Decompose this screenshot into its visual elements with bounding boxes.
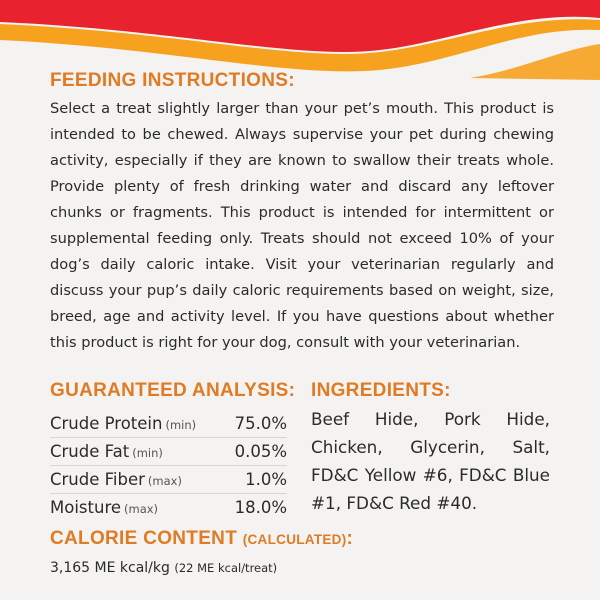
analysis-name: Moisture (max) [50, 498, 159, 517]
analysis-value: 18.0% [234, 498, 287, 517]
guaranteed-analysis-heading: GUARANTEED ANALYSIS: [50, 380, 296, 401]
table-row [50, 494, 287, 521]
calorie-per-kg: 3,165 ME kcal/kg [50, 560, 170, 576]
calorie-subtitle: (CALCULATED) [242, 532, 347, 547]
calorie-per-treat: (22 ME kcal/treat) [174, 561, 278, 575]
guaranteed-analysis-table [50, 410, 287, 521]
orange-wave-right [470, 44, 600, 80]
table-row [50, 410, 287, 438]
decorative-wave-banner [0, 0, 600, 80]
ingredients-heading: INGREDIENTS: [311, 380, 451, 401]
feeding-instructions-text: Select a treat slightly larger than your pet’s mouth. This product is intended to be chewed. Always supervise your pet during chewing activity, especially if they are known to swallow their treats whole. Provide plenty of fresh drinking water and discard any leftover chunks or fragments. This product is intended for intermittent or supplemental feeding only. Treats should not exceed 10% of your dog’s daily caloric intake. Visit your veterinarian regularly and discuss your pup’s daily caloric requirements based on weight, size, breed, age and activity level. If you have questions about whether this product is right for your dog, consult with your veterinarian. [50, 100, 554, 351]
table-row [50, 466, 287, 494]
analysis-qualifier: (min) [132, 446, 163, 460]
analysis-qualifier: (max) [124, 502, 159, 516]
ingredients-text: Beef Hide, Pork Hide, Chicken, Glycerin, Salt, FD&C Yellow #6, FD&C Blue #1, FD&C Red #40. [311, 409, 550, 513]
analysis-value: 0.05% [234, 442, 287, 461]
analysis-name: Crude Protein (min) [50, 414, 197, 433]
calorie-content-value [50, 560, 277, 576]
analysis-name: Crude Fiber (max) [50, 470, 182, 489]
table-row [50, 438, 287, 466]
analysis-value: 75.0% [234, 414, 287, 433]
feeding-instructions-heading: FEEDING INSTRUCTIONS: [50, 70, 295, 91]
analysis-qualifier: (min) [165, 418, 197, 432]
calorie-title: CALORIE CONTENT [50, 528, 238, 549]
analysis-name: Crude Fat (min) [50, 442, 163, 461]
calorie-colon: : [346, 528, 354, 549]
analysis-qualifier: (max) [147, 474, 182, 488]
analysis-value: 1.0% [245, 470, 287, 489]
calorie-content-heading [50, 528, 353, 550]
